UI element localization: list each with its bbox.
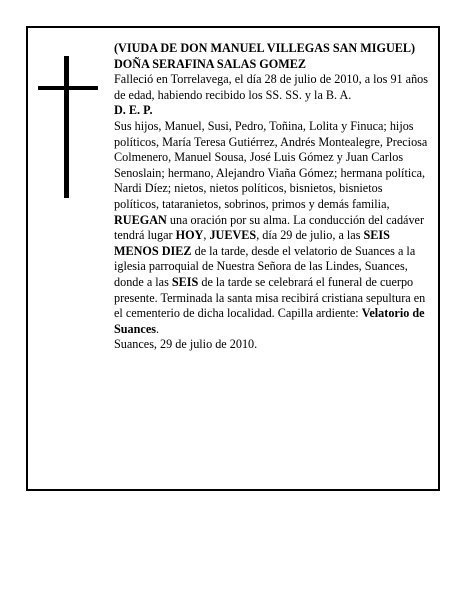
death-paragraph: Falleció en Torrelavega, el día 28 de julio de 2010, a los 91 años de edad, habiendo recibido los SS. SS. y la B. A. (114, 72, 429, 102)
seis-text: SEIS (171, 274, 199, 289)
funeral-text: de la tarde se celebrará el funeral de cuerpo presente. Terminada la santa misa recibirá cristiana sepultura en el cementerio de dicha localidad. Capilla ardiente: (114, 274, 426, 321)
widow-line: (VIUDA DE DON MANUEL VILLEGAS SAN MIGUEL) (114, 41, 416, 55)
comma-text: , (203, 228, 210, 243)
cross-horizontal-bar (38, 86, 98, 90)
obituary-text (114, 41, 430, 353)
dep-line: D. E. P. (114, 103, 153, 118)
ceremony-paragraph (114, 213, 430, 338)
hoy-text: HOY (175, 228, 204, 243)
period-text: . (156, 321, 160, 336)
ruegan-text: RUEGAN (114, 212, 167, 227)
prayer-text: una oración por su alma. La conducción del cadáver tendrá lugar (114, 212, 425, 243)
deceased-name: DOÑA SERAFINA SALAS GOMEZ (114, 56, 306, 71)
cross-vertical-bar (64, 56, 69, 198)
family-paragraph: Sus hijos, Manuel, Susi, Pedro, Toñina, Lolita y Finuca; hijos políticos, María Teresa Gutiérrez, Andrés Montealegre, Preciosa Colmenero, Manuel Sousa, José Luis Gómez y Juan Carlos Senoslain; hermano, Alejandro Viaña Gómez; hermana política, Nardi Díez; nietos, nietos políticos, bisnietos, bisnietos políticos, tataranietos, sobrinos, primos y demás familia, (114, 118, 428, 211)
signoff-line: Suances, 29 de julio de 2010. (114, 337, 258, 352)
jueves-text: JUEVES (209, 228, 257, 243)
seis-menos-diez-text: SEIS MENOS DIEZ (114, 228, 390, 258)
cross-icon (38, 56, 98, 198)
route-text: de la tarde, desde el velatorio de Suances a la iglesia parroquial de Nuestra Señora de las Lindes, Suances, donde a las (114, 243, 416, 289)
velatorio-text: Velatorio de Suances (114, 306, 425, 336)
date-text: , día 29 de julio, a las (256, 228, 364, 243)
